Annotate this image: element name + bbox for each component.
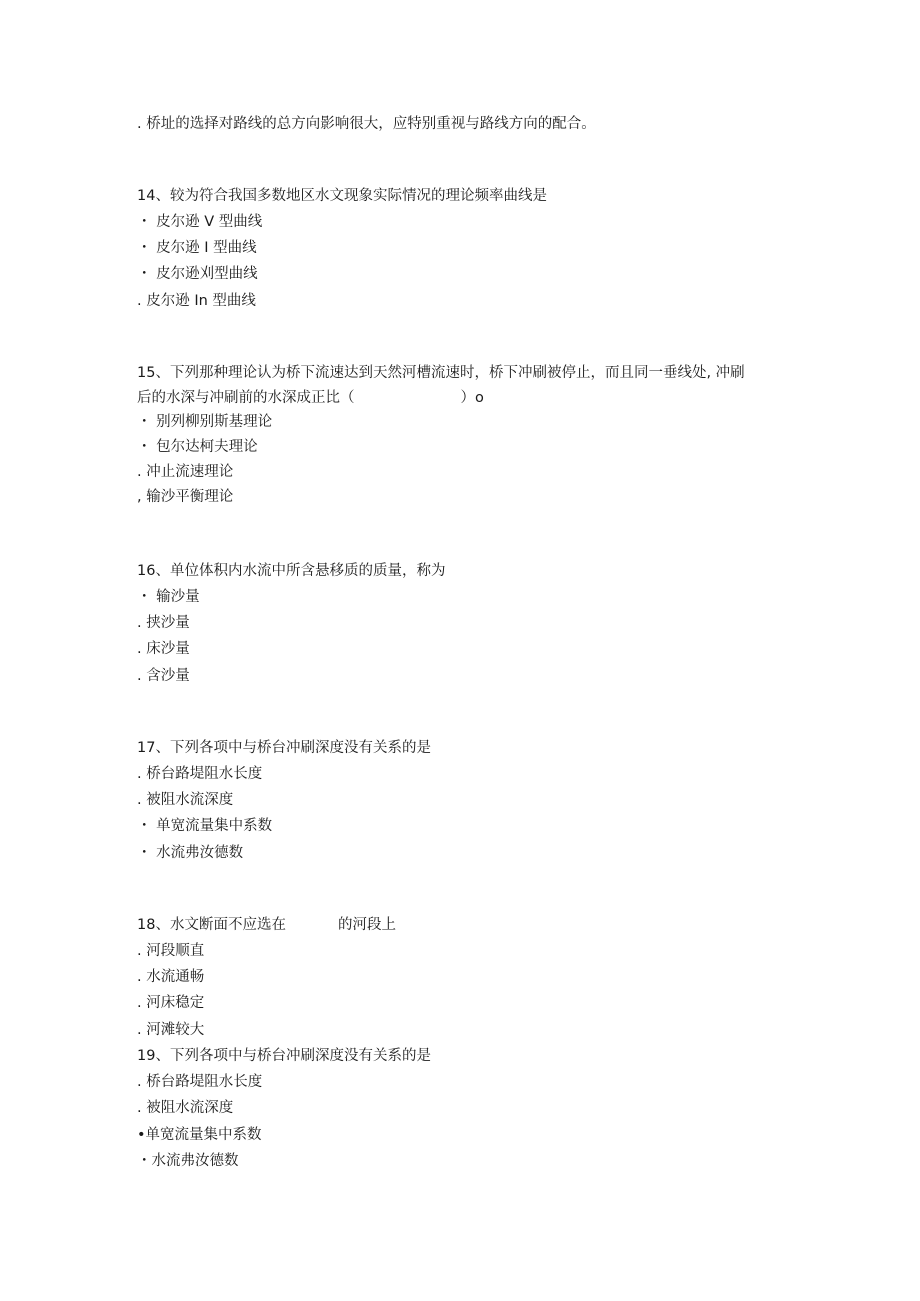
lead-option-text: . 桥址的选择对路线的总方向影响很大，应特别重视与路线方向的配合。 bbox=[137, 116, 596, 132]
question-19-option-b: . 被阻水流深度 bbox=[137, 1100, 234, 1116]
question-15-stem-part-a: 后的水深与冲刷前的水深成正比（ bbox=[137, 390, 355, 406]
question-16-option-a: ・ 输沙量 bbox=[137, 589, 200, 605]
question-16-stem: 16、单位体积内水流中所含悬移质的质量，称为 bbox=[137, 563, 446, 579]
question-18-option-b: . 水流通畅 bbox=[137, 969, 205, 985]
question-14-stem: 14、较为符合我国多数地区水文现象实际情况的理论频率曲线是 bbox=[137, 188, 547, 204]
question-15-stem-line1: 15、下列那种理论认为桥下流速达到天然河槽流速时，桥下冲刷被停止，而且同一垂线处, 冲刷 bbox=[137, 365, 745, 381]
question-18-stem bbox=[137, 915, 396, 935]
question-19-stem: 19、下列各项中与桥台冲刷深度没有关系的是 bbox=[137, 1048, 431, 1064]
question-14-option-c: ・ 皮尔逊刈型曲线 bbox=[137, 266, 258, 282]
question-14-option-d: . 皮尔逊 In 型曲线 bbox=[137, 293, 256, 309]
question-15-option-d: , 输沙平衡理论 bbox=[137, 489, 234, 505]
question-17-option-c: ・ 单宽流量集中系数 bbox=[137, 818, 273, 834]
question-14-option-b: ・ 皮尔逊 I 型曲线 bbox=[137, 240, 257, 256]
question-19-option-a: . 桥台路堤阻水长度 bbox=[137, 1074, 263, 1090]
question-17-option-b: . 被阻水流深度 bbox=[137, 792, 234, 808]
question-16-option-c: . 床沙量 bbox=[137, 641, 190, 657]
question-15-option-b: ・ 包尔达柯夫理论 bbox=[137, 439, 258, 455]
question-18-option-d: . 河滩较大 bbox=[137, 1022, 205, 1038]
question-17-option-d: ・ 水流弗汝德数 bbox=[137, 845, 244, 861]
question-18-stem-part-b: 的河段上 bbox=[337, 917, 396, 933]
question-18-option-c: . 河床稳定 bbox=[137, 995, 205, 1011]
question-15-option-c: . 冲止流速理论 bbox=[137, 464, 234, 480]
question-18-option-a: . 河段顺直 bbox=[137, 943, 205, 959]
question-16-option-d: . 含沙量 bbox=[137, 668, 190, 684]
question-18-stem-part-a: 18、水文断面不应选在 bbox=[137, 917, 286, 933]
question-15-stem-line2 bbox=[137, 388, 484, 408]
question-17-option-a: . 桥台路堤阻水长度 bbox=[137, 766, 263, 782]
question-15-stem-part-b: ）o bbox=[460, 390, 484, 406]
question-19-option-d: ・水流弗汝德数 bbox=[137, 1153, 239, 1169]
question-15-option-a: ・ 别列柳别斯基理论 bbox=[137, 414, 273, 430]
question-17-stem: 17、下列各项中与桥台冲刷深度没有关系的是 bbox=[137, 740, 431, 756]
question-16-option-b: . 挟沙量 bbox=[137, 615, 190, 631]
question-19-option-c: •单宽流量集中系数 bbox=[137, 1127, 262, 1143]
question-14-option-a: ・ 皮尔逊 V 型曲线 bbox=[137, 214, 263, 230]
